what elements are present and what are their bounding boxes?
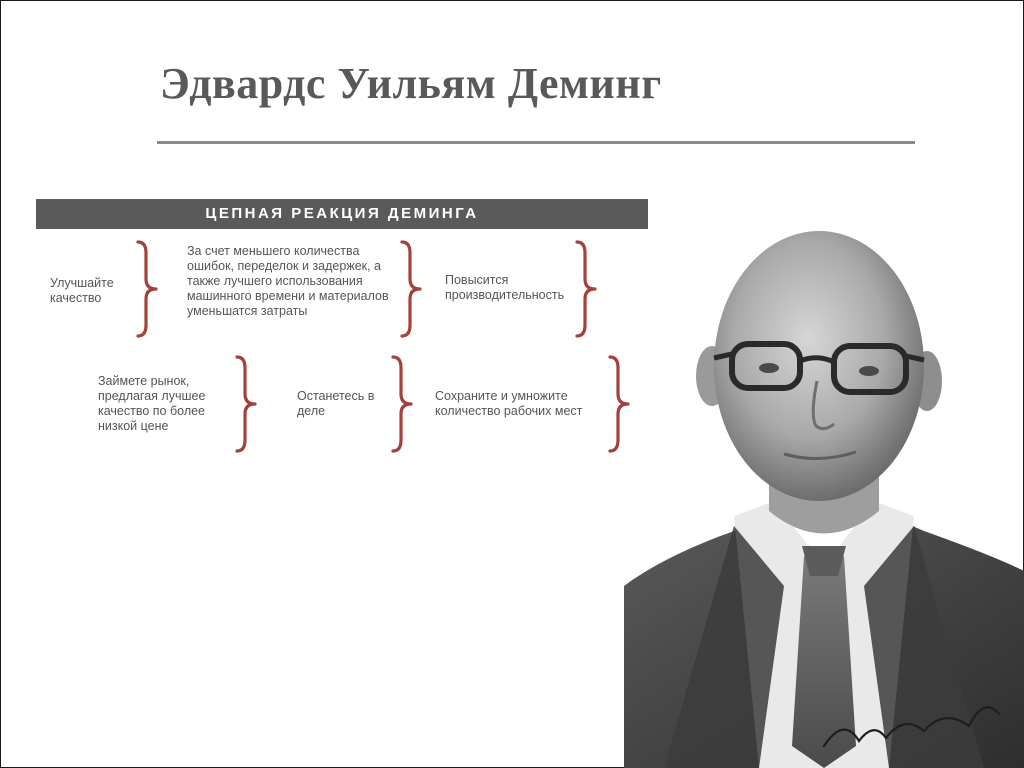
brace-right-icon: [389, 354, 415, 454]
step-stay-in-business: Останетесь в деле: [297, 389, 375, 418]
step-capture-market: Займете рынок, предлагая лучшее качество по более низкой цене: [98, 374, 206, 433]
chain-reaction-heading: ЦЕПНАЯ РЕАКЦИЯ ДЕМИНГА: [205, 205, 479, 222]
brace-right-icon: [573, 239, 599, 339]
title-underline: [157, 141, 915, 144]
step-improve-quality: Улучшайте качество: [50, 276, 114, 305]
deming-portrait-image: [624, 226, 1024, 768]
brace-right-icon: [134, 239, 160, 339]
chain-reaction-banner: [36, 199, 648, 229]
brace-right-icon: [233, 354, 259, 454]
slide-title: Эдвардс Уильям Деминг: [160, 59, 662, 108]
step-productivity-increases: Повысится производительность: [445, 273, 565, 302]
step-keep-jobs: Сохраните и умножите количество рабочих мест: [435, 389, 583, 418]
brace-right-icon: [398, 239, 424, 339]
step-costs-decrease: За счет меньшего количества ошибок, переделок и задержек, а также лучшего использования машинного времени и материалов уменьшатся затраты: [187, 244, 389, 318]
